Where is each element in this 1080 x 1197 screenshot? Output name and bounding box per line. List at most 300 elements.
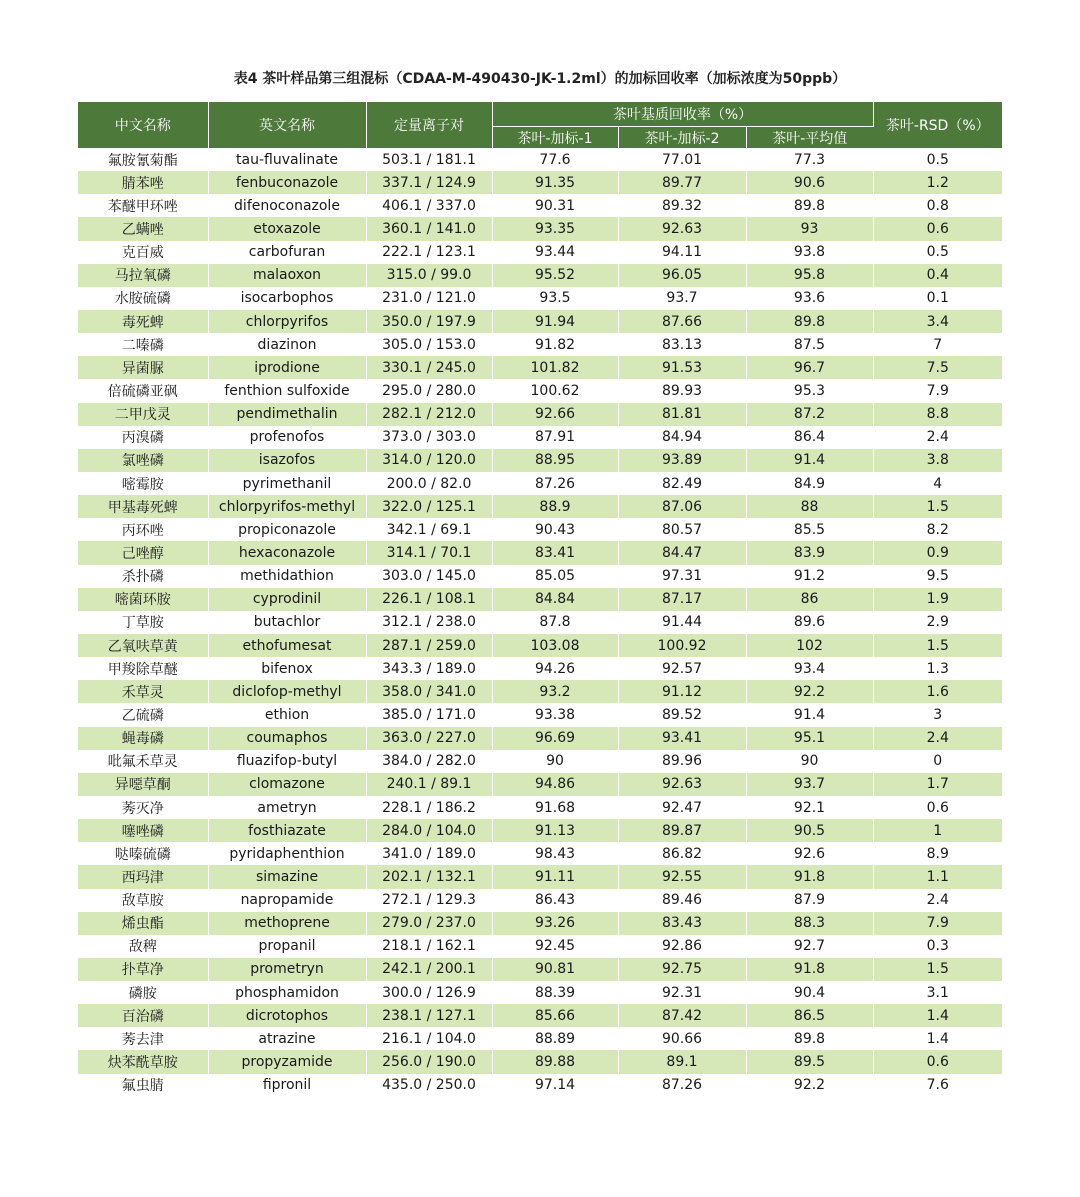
- en-name-cell: iprodione: [208, 356, 366, 379]
- rsd-cell: 1.4: [873, 1027, 1002, 1050]
- ion-pair-cell: 238.1 / 127.1: [366, 1004, 492, 1027]
- ion-pair-cell: 503.1 / 181.1: [366, 148, 492, 171]
- rsd-cell: 2.4: [873, 426, 1002, 449]
- ion-pair-cell: 242.1 / 200.1: [366, 958, 492, 981]
- cn-name-cell: 磷胺: [78, 981, 208, 1004]
- cn-name-cell: 克百威: [78, 241, 208, 264]
- table-row: [78, 541, 1002, 564]
- rsd-cell: 1.5: [873, 958, 1002, 981]
- spike-1-cell: 87.91: [492, 426, 618, 449]
- ion-pair-cell: 384.0 / 282.0: [366, 750, 492, 773]
- table-row: [78, 912, 1002, 935]
- spike-2-cell: 92.63: [618, 217, 746, 240]
- table-row: [78, 1074, 1002, 1097]
- en-name-cell: propiconazole: [208, 518, 366, 541]
- cn-name-cell: 哒嗪硫磷: [78, 842, 208, 865]
- header-recovery-group: 茶叶基质回收率（%）: [492, 102, 873, 127]
- spike-2-cell: 96.05: [618, 264, 746, 287]
- spike-1-cell: 94.26: [492, 657, 618, 680]
- average-cell: 92.6: [746, 842, 873, 865]
- cn-name-cell: 丙环唑: [78, 518, 208, 541]
- ion-pair-cell: 314.0 / 120.0: [366, 449, 492, 472]
- table-row: [78, 588, 1002, 611]
- average-cell: 89.6: [746, 611, 873, 634]
- spike-1-cell: 88.9: [492, 495, 618, 518]
- average-cell: 90: [746, 750, 873, 773]
- average-cell: 84.9: [746, 472, 873, 495]
- spike-2-cell: 93.89: [618, 449, 746, 472]
- en-name-cell: atrazine: [208, 1027, 366, 1050]
- spike-2-cell: 92.63: [618, 773, 746, 796]
- en-name-cell: profenofos: [208, 426, 366, 449]
- ion-pair-cell: 282.1 / 212.0: [366, 403, 492, 426]
- table-row: [78, 680, 1002, 703]
- spike-2-cell: 92.31: [618, 981, 746, 1004]
- rsd-cell: 3.4: [873, 310, 1002, 333]
- average-cell: 90.5: [746, 819, 873, 842]
- rsd-cell: 1.4: [873, 1004, 1002, 1027]
- spike-2-cell: 91.44: [618, 611, 746, 634]
- ion-pair-cell: 300.0 / 126.9: [366, 981, 492, 1004]
- rsd-cell: 1.2: [873, 171, 1002, 194]
- ion-pair-cell: 256.0 / 190.0: [366, 1050, 492, 1073]
- ion-pair-cell: 279.0 / 237.0: [366, 912, 492, 935]
- ion-pair-cell: 363.0 / 227.0: [366, 727, 492, 750]
- spike-1-cell: 101.82: [492, 356, 618, 379]
- spike-2-cell: 91.53: [618, 356, 746, 379]
- en-name-cell: butachlor: [208, 611, 366, 634]
- cn-name-cell: 己唑醇: [78, 541, 208, 564]
- cn-name-cell: 丙溴磷: [78, 426, 208, 449]
- spike-2-cell: 92.75: [618, 958, 746, 981]
- spike-1-cell: 90.31: [492, 194, 618, 217]
- spike-2-cell: 81.81: [618, 403, 746, 426]
- cn-name-cell: 异菌脲: [78, 356, 208, 379]
- table-row: [78, 889, 1002, 912]
- table-row: [78, 703, 1002, 726]
- rsd-cell: 7.9: [873, 912, 1002, 935]
- cn-name-cell: 氯唑磷: [78, 449, 208, 472]
- spike-2-cell: 83.43: [618, 912, 746, 935]
- spike-2-cell: 80.57: [618, 518, 746, 541]
- spike-2-cell: 87.06: [618, 495, 746, 518]
- spike-2-cell: 93.41: [618, 727, 746, 750]
- spike-1-cell: 77.6: [492, 148, 618, 171]
- spike-2-cell: 77.01: [618, 148, 746, 171]
- average-cell: 90.6: [746, 171, 873, 194]
- spike-2-cell: 84.47: [618, 541, 746, 564]
- table-row: [78, 1027, 1002, 1050]
- table-row: [78, 819, 1002, 842]
- table-row: [78, 171, 1002, 194]
- spike-1-cell: 86.43: [492, 889, 618, 912]
- ion-pair-cell: 287.1 / 259.0: [366, 634, 492, 657]
- ion-pair-cell: 240.1 / 89.1: [366, 773, 492, 796]
- spike-2-cell: 87.42: [618, 1004, 746, 1027]
- rsd-cell: 2.9: [873, 611, 1002, 634]
- spike-1-cell: 90.43: [492, 518, 618, 541]
- en-name-cell: isazofos: [208, 449, 366, 472]
- spike-1-cell: 90: [492, 750, 618, 773]
- en-name-cell: propanil: [208, 935, 366, 958]
- table-row: [78, 773, 1002, 796]
- cn-name-cell: 乙螨唑: [78, 217, 208, 240]
- en-name-cell: prometryn: [208, 958, 366, 981]
- cn-name-cell: 扑草净: [78, 958, 208, 981]
- ion-pair-cell: 314.1 / 70.1: [366, 541, 492, 564]
- spike-2-cell: 87.17: [618, 588, 746, 611]
- rsd-cell: 1.3: [873, 657, 1002, 680]
- table-row: [78, 426, 1002, 449]
- spike-1-cell: 85.05: [492, 565, 618, 588]
- spike-2-cell: 86.82: [618, 842, 746, 865]
- rsd-cell: 7.6: [873, 1074, 1002, 1097]
- en-name-cell: fenbuconazole: [208, 171, 366, 194]
- cn-name-cell: 蝇毒磷: [78, 727, 208, 750]
- ion-pair-cell: 322.0 / 125.1: [366, 495, 492, 518]
- en-name-cell: pyrimethanil: [208, 472, 366, 495]
- en-name-cell: fluazifop-butyl: [208, 750, 366, 773]
- table-row: [78, 750, 1002, 773]
- cn-name-cell: 倍硫磷亚砜: [78, 379, 208, 402]
- rsd-cell: 0.9: [873, 541, 1002, 564]
- ion-pair-cell: 360.1 / 141.0: [366, 217, 492, 240]
- spike-2-cell: 89.32: [618, 194, 746, 217]
- en-name-cell: pyridaphenthion: [208, 842, 366, 865]
- spike-1-cell: 100.62: [492, 379, 618, 402]
- spike-2-cell: 83.13: [618, 333, 746, 356]
- spike-1-cell: 85.66: [492, 1004, 618, 1027]
- ion-pair-cell: 350.0 / 197.9: [366, 310, 492, 333]
- spike-1-cell: 88.89: [492, 1027, 618, 1050]
- average-cell: 92.1: [746, 796, 873, 819]
- spike-1-cell: 87.26: [492, 472, 618, 495]
- rsd-cell: 2.4: [873, 889, 1002, 912]
- average-cell: 89.8: [746, 1027, 873, 1050]
- average-cell: 91.2: [746, 565, 873, 588]
- ion-pair-cell: 222.1 / 123.1: [366, 241, 492, 264]
- en-name-cell: malaoxon: [208, 264, 366, 287]
- average-cell: 90.4: [746, 981, 873, 1004]
- ion-pair-cell: 342.1 / 69.1: [366, 518, 492, 541]
- en-name-cell: methoprene: [208, 912, 366, 935]
- cn-name-cell: 异噁草酮: [78, 773, 208, 796]
- table-row: [78, 865, 1002, 888]
- recovery-table: [78, 102, 1002, 1097]
- table-body: [78, 148, 1002, 1097]
- average-cell: 92.2: [746, 1074, 873, 1097]
- cn-name-cell: 乙硫磷: [78, 703, 208, 726]
- table-row: [78, 634, 1002, 657]
- en-name-cell: cyprodinil: [208, 588, 366, 611]
- rsd-cell: 7.5: [873, 356, 1002, 379]
- average-cell: 89.8: [746, 310, 873, 333]
- en-name-cell: propyzamide: [208, 1050, 366, 1073]
- ion-pair-cell: 303.0 / 145.0: [366, 565, 492, 588]
- table-row: [78, 611, 1002, 634]
- spike-2-cell: 84.94: [618, 426, 746, 449]
- average-cell: 95.3: [746, 379, 873, 402]
- average-cell: 92.2: [746, 680, 873, 703]
- average-cell: 95.8: [746, 264, 873, 287]
- ion-pair-cell: 315.0 / 99.0: [366, 264, 492, 287]
- cn-name-cell: 甲基毒死蜱: [78, 495, 208, 518]
- table-row: [78, 518, 1002, 541]
- table-row: [78, 495, 1002, 518]
- en-name-cell: bifenox: [208, 657, 366, 680]
- spike-1-cell: 92.45: [492, 935, 618, 958]
- ion-pair-cell: 216.1 / 104.0: [366, 1027, 492, 1050]
- header-en-name: 英文名称: [208, 102, 366, 148]
- en-name-cell: diclofop-methyl: [208, 680, 366, 703]
- spike-2-cell: 92.47: [618, 796, 746, 819]
- en-name-cell: fipronil: [208, 1074, 366, 1097]
- rsd-cell: 1.5: [873, 495, 1002, 518]
- average-cell: 89.5: [746, 1050, 873, 1073]
- en-name-cell: fenthion sulfoxide: [208, 379, 366, 402]
- average-cell: 86.4: [746, 426, 873, 449]
- spike-1-cell: 97.14: [492, 1074, 618, 1097]
- rsd-cell: 0: [873, 750, 1002, 773]
- table-row: [78, 356, 1002, 379]
- ion-pair-cell: 373.0 / 303.0: [366, 426, 492, 449]
- spike-1-cell: 92.66: [492, 403, 618, 426]
- spike-2-cell: 87.66: [618, 310, 746, 333]
- cn-name-cell: 敌草胺: [78, 889, 208, 912]
- cn-name-cell: 毒死蜱: [78, 310, 208, 333]
- rsd-cell: 3.1: [873, 981, 1002, 1004]
- ion-pair-cell: 228.1 / 186.2: [366, 796, 492, 819]
- spike-1-cell: 89.88: [492, 1050, 618, 1073]
- table-row: [78, 935, 1002, 958]
- spike-2-cell: 89.46: [618, 889, 746, 912]
- en-name-cell: methidathion: [208, 565, 366, 588]
- cn-name-cell: 炔苯酰草胺: [78, 1050, 208, 1073]
- spike-1-cell: 91.11: [492, 865, 618, 888]
- ion-pair-cell: 406.1 / 337.0: [366, 194, 492, 217]
- en-name-cell: etoxazole: [208, 217, 366, 240]
- average-cell: 93.6: [746, 287, 873, 310]
- header-spike-2: 茶叶-加标-2: [618, 127, 746, 149]
- cn-name-cell: 马拉氧磷: [78, 264, 208, 287]
- average-cell: 88: [746, 495, 873, 518]
- spike-1-cell: 95.52: [492, 264, 618, 287]
- average-cell: 77.3: [746, 148, 873, 171]
- spike-1-cell: 93.2: [492, 680, 618, 703]
- rsd-cell: 0.3: [873, 935, 1002, 958]
- ion-pair-cell: 337.1 / 124.9: [366, 171, 492, 194]
- spike-1-cell: 98.43: [492, 842, 618, 865]
- en-name-cell: phosphamidon: [208, 981, 366, 1004]
- spike-2-cell: 92.86: [618, 935, 746, 958]
- rsd-cell: 2.4: [873, 727, 1002, 750]
- ion-pair-cell: 343.3 / 189.0: [366, 657, 492, 680]
- cn-name-cell: 丁草胺: [78, 611, 208, 634]
- spike-1-cell: 96.69: [492, 727, 618, 750]
- rsd-cell: 1.9: [873, 588, 1002, 611]
- table-row: [78, 310, 1002, 333]
- rsd-cell: 1: [873, 819, 1002, 842]
- header-spike-1: 茶叶-加标-1: [492, 127, 618, 149]
- header-ion-pair: 定量离子对: [366, 102, 492, 148]
- spike-2-cell: 89.52: [618, 703, 746, 726]
- table-row: [78, 194, 1002, 217]
- table-row: [78, 727, 1002, 750]
- cn-name-cell: 吡氟禾草灵: [78, 750, 208, 773]
- average-cell: 86.5: [746, 1004, 873, 1027]
- average-cell: 95.1: [746, 727, 873, 750]
- table-row: [78, 981, 1002, 1004]
- en-name-cell: napropamide: [208, 889, 366, 912]
- rsd-cell: 8.2: [873, 518, 1002, 541]
- spike-2-cell: 97.31: [618, 565, 746, 588]
- spike-1-cell: 88.39: [492, 981, 618, 1004]
- rsd-cell: 1.1: [873, 865, 1002, 888]
- table-row: [78, 241, 1002, 264]
- table-row: [78, 796, 1002, 819]
- table-row: [78, 287, 1002, 310]
- header-rsd: 茶叶-RSD（%）: [873, 102, 1002, 148]
- ion-pair-cell: 295.0 / 280.0: [366, 379, 492, 402]
- table-row: [78, 148, 1002, 171]
- en-name-cell: diazinon: [208, 333, 366, 356]
- spike-2-cell: 89.93: [618, 379, 746, 402]
- ion-pair-cell: 330.1 / 245.0: [366, 356, 492, 379]
- average-cell: 87.2: [746, 403, 873, 426]
- table-row: [78, 449, 1002, 472]
- average-cell: 87.9: [746, 889, 873, 912]
- table-row: [78, 264, 1002, 287]
- spike-1-cell: 93.44: [492, 241, 618, 264]
- cn-name-cell: 噻唑磷: [78, 819, 208, 842]
- table-row: [78, 565, 1002, 588]
- rsd-cell: 0.5: [873, 148, 1002, 171]
- rsd-cell: 1.7: [873, 773, 1002, 796]
- cn-name-cell: 氟胺氰菊酯: [78, 148, 208, 171]
- spike-2-cell: 100.92: [618, 634, 746, 657]
- cn-name-cell: 嘧霉胺: [78, 472, 208, 495]
- rsd-cell: 0.1: [873, 287, 1002, 310]
- spike-2-cell: 90.66: [618, 1027, 746, 1050]
- rsd-cell: 1.6: [873, 680, 1002, 703]
- table-row: [78, 657, 1002, 680]
- rsd-cell: 0.6: [873, 796, 1002, 819]
- average-cell: 91.8: [746, 958, 873, 981]
- cn-name-cell: 苯醚甲环唑: [78, 194, 208, 217]
- header-cn-name: 中文名称: [78, 102, 208, 148]
- average-cell: 102: [746, 634, 873, 657]
- cn-name-cell: 二嗪磷: [78, 333, 208, 356]
- spike-1-cell: 93.35: [492, 217, 618, 240]
- spike-2-cell: 91.12: [618, 680, 746, 703]
- rsd-cell: 3.8: [873, 449, 1002, 472]
- rsd-cell: 3: [873, 703, 1002, 726]
- cn-name-cell: 甲羧除草醚: [78, 657, 208, 680]
- ion-pair-cell: 226.1 / 108.1: [366, 588, 492, 611]
- table-row: [78, 217, 1002, 240]
- ion-pair-cell: 200.0 / 82.0: [366, 472, 492, 495]
- table-row: [78, 842, 1002, 865]
- spike-2-cell: 87.26: [618, 1074, 746, 1097]
- rsd-cell: 8.9: [873, 842, 1002, 865]
- spike-1-cell: 91.35: [492, 171, 618, 194]
- ion-pair-cell: 202.1 / 132.1: [366, 865, 492, 888]
- spike-1-cell: 91.82: [492, 333, 618, 356]
- en-name-cell: pendimethalin: [208, 403, 366, 426]
- spike-1-cell: 91.68: [492, 796, 618, 819]
- spike-1-cell: 88.95: [492, 449, 618, 472]
- rsd-cell: 8.8: [873, 403, 1002, 426]
- cn-name-cell: 氟虫腈: [78, 1074, 208, 1097]
- average-cell: 87.5: [746, 333, 873, 356]
- en-name-cell: ametryn: [208, 796, 366, 819]
- rsd-cell: 9.5: [873, 565, 1002, 588]
- en-name-cell: clomazone: [208, 773, 366, 796]
- en-name-cell: ethofumesat: [208, 634, 366, 657]
- ion-pair-cell: 385.0 / 171.0: [366, 703, 492, 726]
- spike-1-cell: 91.13: [492, 819, 618, 842]
- average-cell: 96.7: [746, 356, 873, 379]
- average-cell: 93.4: [746, 657, 873, 680]
- cn-name-cell: 乙氧呋草黄: [78, 634, 208, 657]
- table-row: [78, 958, 1002, 981]
- spike-2-cell: 92.57: [618, 657, 746, 680]
- en-name-cell: tau-fluvalinate: [208, 148, 366, 171]
- average-cell: 88.3: [746, 912, 873, 935]
- cn-name-cell: 嘧菌环胺: [78, 588, 208, 611]
- table-row: [78, 1050, 1002, 1073]
- spike-1-cell: 90.81: [492, 958, 618, 981]
- spike-1-cell: 84.84: [492, 588, 618, 611]
- table-header: [78, 102, 1002, 148]
- en-name-cell: simazine: [208, 865, 366, 888]
- table-row: [78, 379, 1002, 402]
- en-name-cell: chlorpyrifos-methyl: [208, 495, 366, 518]
- ion-pair-cell: 312.1 / 238.0: [366, 611, 492, 634]
- ion-pair-cell: 358.0 / 341.0: [366, 680, 492, 703]
- table-title: 表4 茶叶样品第三组混标（CDAA-M-490430-JK-1.2ml）的加标回收率（加标浓度为50ppb）: [233, 71, 847, 87]
- spike-1-cell: 83.41: [492, 541, 618, 564]
- ion-pair-cell: 284.0 / 104.0: [366, 819, 492, 842]
- cn-name-cell: 西玛津: [78, 865, 208, 888]
- spike-1-cell: 94.86: [492, 773, 618, 796]
- en-name-cell: difenoconazole: [208, 194, 366, 217]
- average-cell: 85.5: [746, 518, 873, 541]
- en-name-cell: fosthiazate: [208, 819, 366, 842]
- ion-pair-cell: 341.0 / 189.0: [366, 842, 492, 865]
- cn-name-cell: 杀扑磷: [78, 565, 208, 588]
- spike-2-cell: 89.96: [618, 750, 746, 773]
- cn-name-cell: 百治磷: [78, 1004, 208, 1027]
- spike-2-cell: 82.49: [618, 472, 746, 495]
- spike-1-cell: 87.8: [492, 611, 618, 634]
- rsd-cell: 7: [873, 333, 1002, 356]
- cn-name-cell: 腈苯唑: [78, 171, 208, 194]
- spike-2-cell: 89.77: [618, 171, 746, 194]
- average-cell: 93.8: [746, 241, 873, 264]
- cn-name-cell: 莠灭净: [78, 796, 208, 819]
- en-name-cell: ethion: [208, 703, 366, 726]
- spike-1-cell: 93.5: [492, 287, 618, 310]
- average-cell: 89.8: [746, 194, 873, 217]
- spike-2-cell: 92.55: [618, 865, 746, 888]
- en-name-cell: hexaconazole: [208, 541, 366, 564]
- spike-1-cell: 93.38: [492, 703, 618, 726]
- rsd-cell: 4: [873, 472, 1002, 495]
- table-row: [78, 1004, 1002, 1027]
- table-row: [78, 472, 1002, 495]
- spike-2-cell: 93.7: [618, 287, 746, 310]
